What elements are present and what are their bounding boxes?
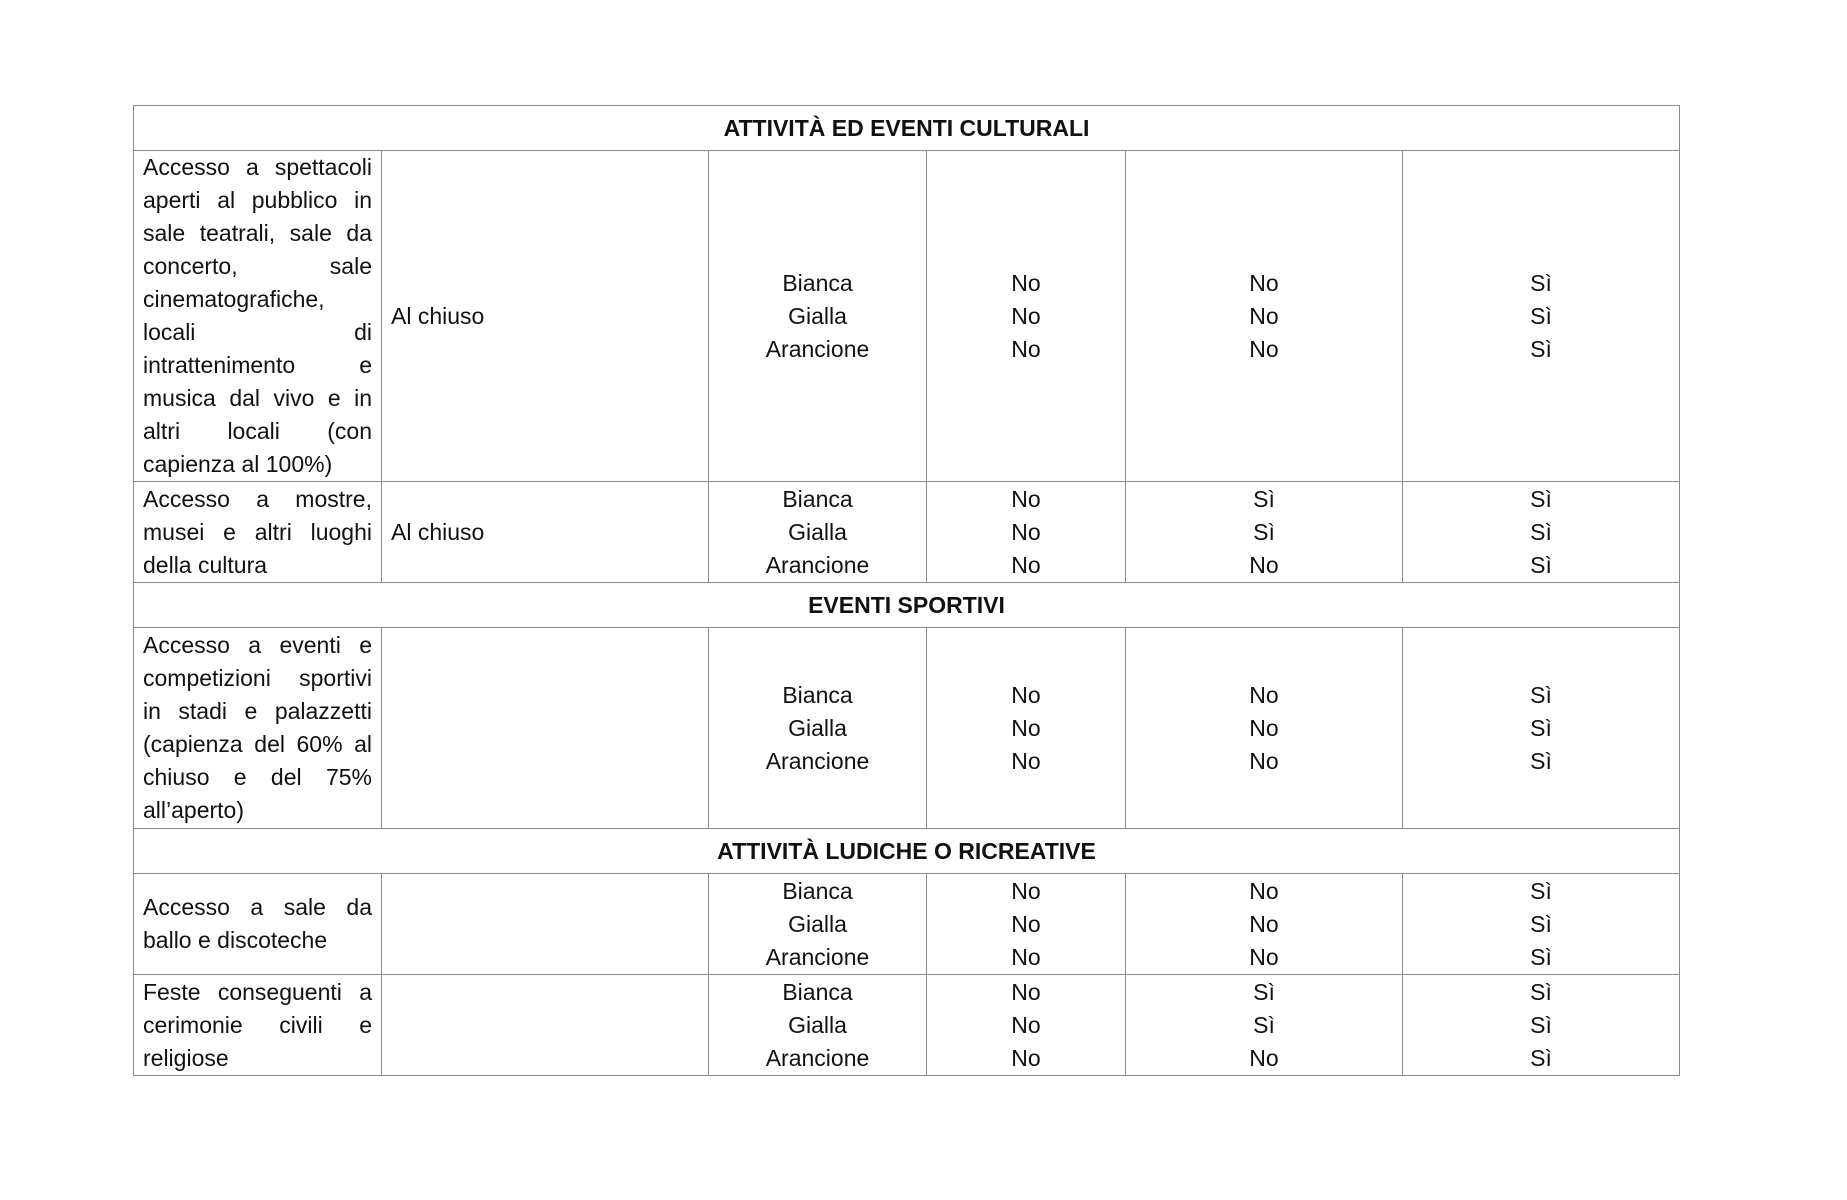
value-cell-c xyxy=(1403,151,1680,482)
activity-cell: Accesso a eventi e competizioni sportivi in stadi e palazzetti (capienza del 60% al chiuso e del 75% all’aperto) xyxy=(134,628,382,829)
section-title-recreational: ATTIVITÀ LUDICHE O RICREATIVE xyxy=(134,829,1680,874)
value-label: No xyxy=(1011,551,1041,578)
value-cell-b xyxy=(1126,151,1403,482)
value-cell-b xyxy=(1126,975,1403,1076)
value-label: No xyxy=(1249,747,1279,774)
value-label: No xyxy=(1249,943,1279,970)
value-cell-a xyxy=(927,874,1126,975)
value-label: No xyxy=(1011,877,1041,904)
value-label: No xyxy=(1011,978,1041,1005)
value-cell-a xyxy=(927,151,1126,482)
value-label: Sì xyxy=(1530,978,1552,1005)
value-label: No xyxy=(1011,518,1041,545)
value-label: No xyxy=(1011,910,1041,937)
value-label: Sì xyxy=(1530,714,1552,741)
value-label: No xyxy=(1249,302,1279,329)
value-label: Sì xyxy=(1530,943,1552,970)
setting-cell: Al chiuso xyxy=(382,482,709,583)
value-label: Sì xyxy=(1530,1044,1552,1071)
value-label: No xyxy=(1249,910,1279,937)
value-cell-b xyxy=(1126,628,1403,829)
activity-cell: Feste conseguenti a cerimonie civili e religiose xyxy=(134,975,382,1076)
value-label: No xyxy=(1249,1044,1279,1071)
value-label: Sì xyxy=(1530,485,1552,512)
zone-label: Arancione xyxy=(765,943,870,970)
value-label: No xyxy=(1249,877,1279,904)
value-label: Sì xyxy=(1530,877,1552,904)
value-label: No xyxy=(1011,269,1041,296)
zone-label: Bianca xyxy=(782,681,853,708)
value-label: Sì xyxy=(1530,681,1552,708)
zone-label: Gialla xyxy=(788,714,847,741)
setting-cell: Al chiuso xyxy=(382,151,709,482)
value-label: No xyxy=(1011,1011,1041,1038)
table-row xyxy=(134,151,1680,482)
value-label: Sì xyxy=(1530,335,1552,362)
zone-label: Gialla xyxy=(788,302,847,329)
value-label: No xyxy=(1249,335,1279,362)
value-label: Sì xyxy=(1253,485,1275,512)
value-cell-c xyxy=(1403,628,1680,829)
setting-cell xyxy=(382,874,709,975)
value-label: No xyxy=(1249,551,1279,578)
zones-cell xyxy=(709,482,927,583)
section-header-row xyxy=(134,829,1680,874)
value-label: Sì xyxy=(1530,551,1552,578)
zones-cell xyxy=(709,151,927,482)
zone-label: Arancione xyxy=(765,747,870,774)
activity-cell: Accesso a sale da ballo e discoteche xyxy=(134,874,382,975)
value-label: Sì xyxy=(1253,518,1275,545)
zone-label: Gialla xyxy=(788,1011,847,1038)
zones-cell xyxy=(709,628,927,829)
setting-cell xyxy=(382,975,709,1076)
zone-label: Bianca xyxy=(782,485,853,512)
section-title-cultural-events: ATTIVITÀ ED EVENTI CULTURALI xyxy=(134,106,1680,151)
value-cell-b xyxy=(1126,874,1403,975)
zones-cell xyxy=(709,975,927,1076)
zone-label: Arancione xyxy=(765,335,870,362)
value-label: No xyxy=(1011,747,1041,774)
value-label: Sì xyxy=(1530,518,1552,545)
zones-cell xyxy=(709,874,927,975)
value-label: Sì xyxy=(1253,978,1275,1005)
zone-label: Bianca xyxy=(782,877,853,904)
value-label: No xyxy=(1011,681,1041,708)
value-label: Sì xyxy=(1530,302,1552,329)
value-label: No xyxy=(1249,681,1279,708)
table-row xyxy=(134,874,1680,975)
value-label: No xyxy=(1011,943,1041,970)
value-label: Sì xyxy=(1530,747,1552,774)
zone-label: Gialla xyxy=(788,518,847,545)
table-row xyxy=(134,628,1680,829)
activity-cell: Accesso a spettacoli aperti al pubblico in sale teatrali, sale da concerto, sale cinematografiche, locali di intrattenimento e musica dal vivo e in altri locali (con capienza al 100%) xyxy=(134,151,382,482)
zone-label: Gialla xyxy=(788,910,847,937)
activity-cell: Accesso a mostre, musei e altri luoghi della cultura xyxy=(134,482,382,583)
zone-label: Arancione xyxy=(765,1044,870,1071)
value-label: Sì xyxy=(1530,910,1552,937)
value-label: Sì xyxy=(1253,1011,1275,1038)
section-header-row xyxy=(134,106,1680,151)
table-row xyxy=(134,482,1680,583)
value-cell-c xyxy=(1403,975,1680,1076)
value-cell-c xyxy=(1403,874,1680,975)
value-label: No xyxy=(1011,1044,1041,1071)
value-label: Sì xyxy=(1530,1011,1552,1038)
value-label: No xyxy=(1011,335,1041,362)
section-title-sport-events: EVENTI SPORTIVI xyxy=(134,583,1680,628)
value-cell-c xyxy=(1403,482,1680,583)
value-label: Sì xyxy=(1530,269,1552,296)
value-cell-b xyxy=(1126,482,1403,583)
value-cell-a xyxy=(927,482,1126,583)
table-row xyxy=(134,975,1680,1076)
value-cell-a xyxy=(927,975,1126,1076)
setting-cell xyxy=(382,628,709,829)
zone-label: Arancione xyxy=(765,551,870,578)
section-header-row xyxy=(134,583,1680,628)
zone-label: Bianca xyxy=(782,978,853,1005)
value-label: No xyxy=(1011,302,1041,329)
value-label: No xyxy=(1011,485,1041,512)
zone-label: Bianca xyxy=(782,269,853,296)
value-label: No xyxy=(1011,714,1041,741)
value-label: No xyxy=(1249,269,1279,296)
value-label: No xyxy=(1249,714,1279,741)
value-cell-a xyxy=(927,628,1126,829)
restrictions-table xyxy=(133,105,1680,1076)
